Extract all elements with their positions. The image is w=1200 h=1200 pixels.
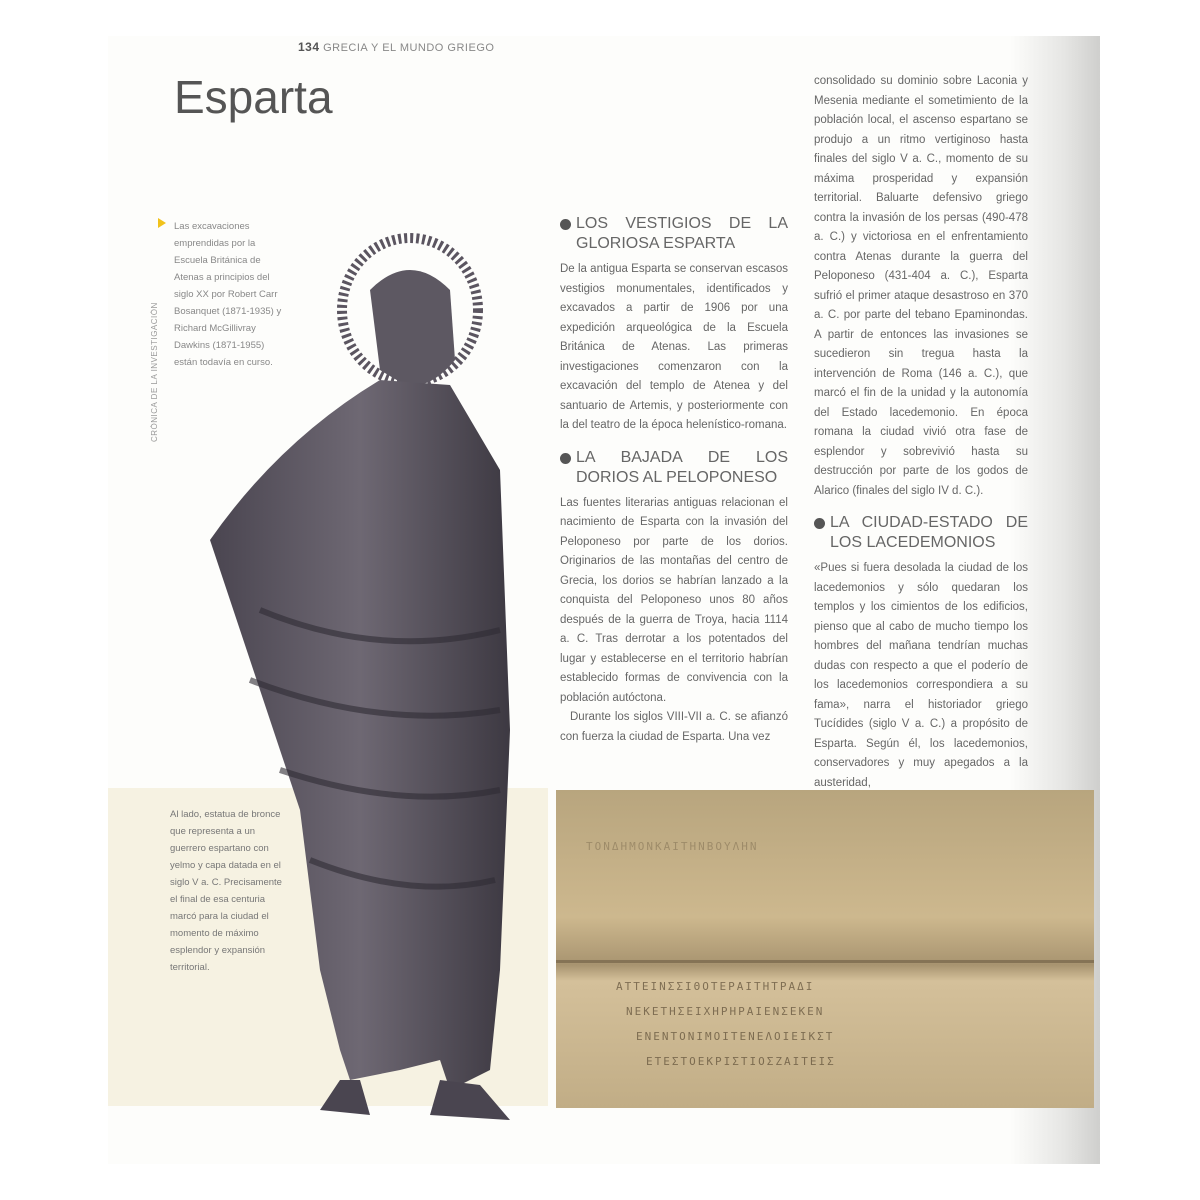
page-title: Esparta: [174, 71, 333, 123]
section-heading: LA BAJADA DE LOS DORIOS AL PELOPONESO: [560, 448, 788, 488]
sidebar-note: Las excavaciones emprendidas por la Escuela Británica de Atenas a principios del siglo XX por Robert Carr Bosanquet (1871-1935) y Richard McGillivray Dawkins (1871-1955) están todavía en curso.: [174, 221, 282, 368]
triangle-marker-icon: [158, 218, 166, 228]
column-1: [560, 214, 788, 747]
section-heading: LA CIUDAD-ESTADO DE LOS LACEDEMONIOS: [814, 513, 1028, 553]
running-header: [298, 40, 494, 54]
column-2: [814, 72, 1028, 793]
section-body: Las fuentes literarias antiguas relacionan el nacimiento de Esparta con la invasión del Peloponeso por parte de los dorios. Originarios de las montañas del centro de Grecia, los dorios se habrían lanzado a la conquista del Peloponeso unos 80 años después de la guerra de Troya, hacia 1114 a. C. Tras derrotar a los potentados del lugar y establecerse en el territorio habrían establecido formas de convivencia con la población autóctona.: [560, 496, 788, 704]
section-title: GRECIA Y EL MUNDO GRIEGO: [323, 42, 495, 54]
sidebar-label: CRÓNICA DE LA INVESTIGACIÓN: [150, 302, 159, 442]
section-body: Durante los siglos VIII-VII a. C. se afianzó con fuerza la ciudad de Esparta. Una vez: [560, 711, 788, 743]
inscribed-stone-photo: ΑΤΤΕΙΝΣΣΙΘΟΤΕΡΑΙΤΗΤΡΑΔΙ ΝΕΚΕΤΗΣΕΙΧΗΡΗΡΑΙΕΝΣΕΚΕΝ ΕΝΕΝΤΟΝΙΜΟΙΤΕΝΕΛΟΙΕΙΚΣΤ ΕΤΕΣΤΟΕΚΡΙΣΤΙΟΣΖΑΙΤΕΙΣ ΤΟΝΔΗΜΟΝΚΑΙΤΗΝΒΟΥΛΗΝ: [556, 790, 1094, 1108]
section-heading: LOS VESTIGIOS DE LA GLORIOSA ESPARTA: [560, 214, 788, 254]
section-body: «Pues si fuera desolada la ciudad de los lacedemonios y sólo quedaran los templos y los cimientos de los edificios, pienso que al cabo de mucho tiempo los hombres del mañana tendrían muchas dudas con respecto a que el poderío de los lacedemonios correspondiera a su fama», narra el historiador griego Tucídides (siglo V a. C.) a propósito de Esparta. Según él, los lacedemonios, conservadores y muy apegados a la austeridad,: [814, 562, 1028, 789]
statue-caption: Al lado, estatua de bronce que representa a un guerrero espartano con yelmo y capa datada en el siglo V a. C. Precisamente el final de esa centuria marcó para la ciudad el momento de máximo esplendor y expansión territorial.: [170, 809, 282, 973]
section-body: De la antigua Esparta se conservan escasos vestigios monumentales, identificados y excavados a partir de 1906 por una expedición arqueológica de la Escuela Británica de Atenas. Las primeras investigaciones comenzaron con la excavación del templo de Atenea y del santuario de Artemis, y posteriormente con la del teatro de la época helenístico-romana.: [560, 263, 788, 431]
section-body: consolidado su dominio sobre Laconia y Mesenia mediante el sometimiento de la población local, el ascenso espartano se produjo a un ritmo vertiginoso hasta finales del siglo V a. C., momento de su máxima prosperidad y expansión territorial. Baluarte defensivo griego contra la invasión de los persas (490-478 a. C.) y victoriosa en el enfrentamiento contra Atenas durante la guerra del Peloponeso (431-404 a. C.), Esparta sufrió el primer ataque desastroso en 370 a. C. por parte del tebano Epaminondas. A partir de entonces las invasiones se sucedieron sin tregua hasta la intervención de Roma (146 a. C.), que marcó el fin de la unidad y la autonomía del Estado lacedemonio. En época romana la ciudad vivió otra fase de esplendor y sobrevivió hasta su destrucción por parte de los godos de Alarico (finales del siglo IV d. C.).: [814, 75, 1028, 497]
page-number: 134: [298, 40, 320, 54]
